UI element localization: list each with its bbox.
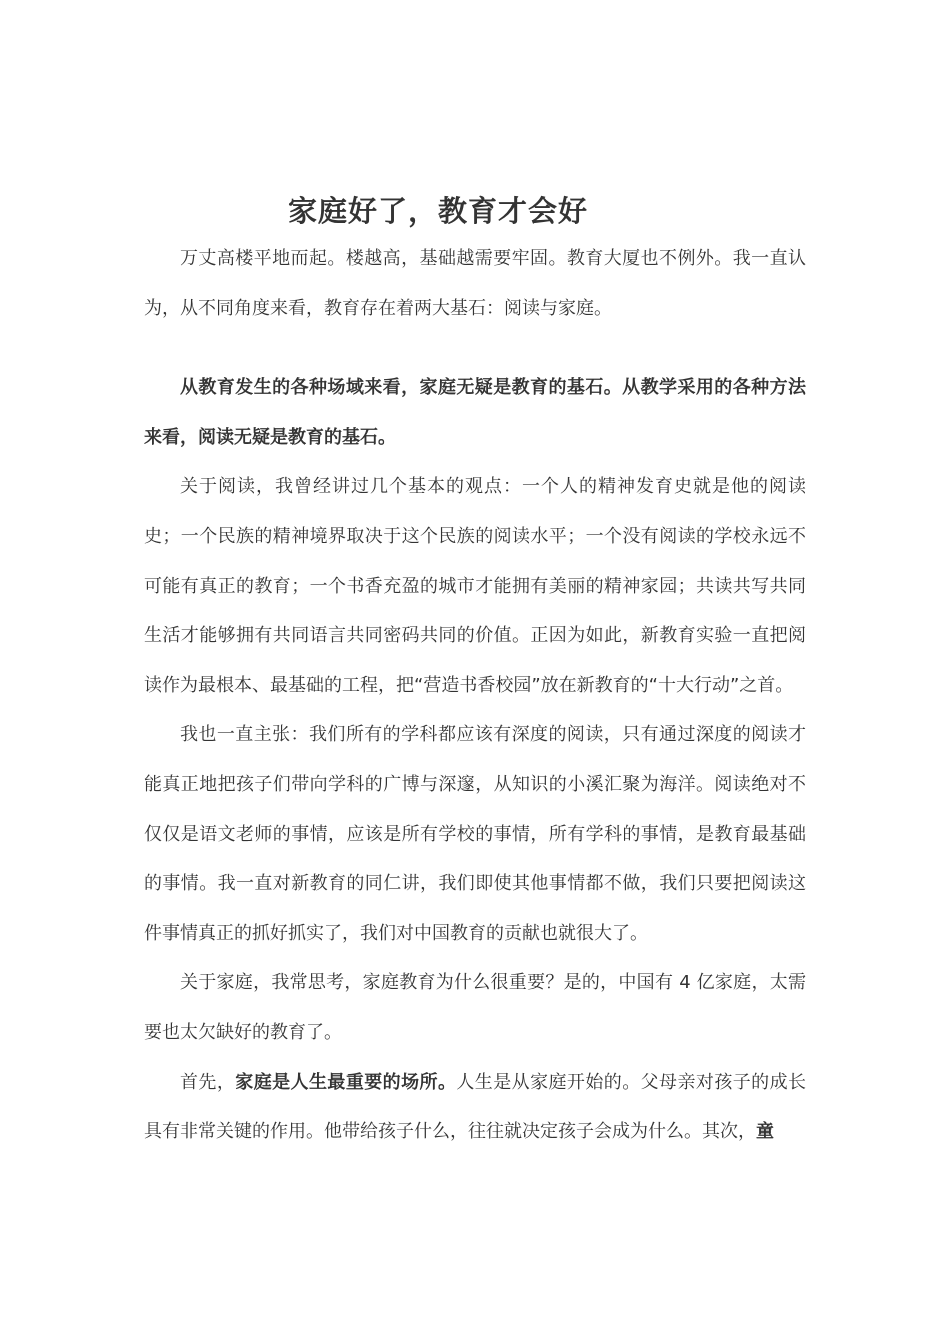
paragraph-4 xyxy=(144,710,806,958)
paragraph-text: 首先， xyxy=(180,1071,236,1093)
paragraph-text: 我也一直主张：我们所有的学科都应该有深度的阅读，只有通过深度的阅读才能真正地把孩子们带向学科的广博与深邃，从知识的小溪汇聚为海洋。阅读绝对不仅仅是语文老师的事情，应该是所有学校的事情，所有学科的事情，是教育最基础的事情。我一直对新教育的同仁讲，我们即使其他事情都不做，我们只要把阅读这件事情真正的抓好抓实了，我们对中国教育的贡献也就很大了。 xyxy=(144,724,806,944)
paragraph-6 xyxy=(144,1058,806,1157)
paragraph-1 xyxy=(144,234,806,333)
paragraph-2 xyxy=(144,363,806,462)
document-title: 家庭好了，教育才会好 xyxy=(287,194,588,229)
paragraph-bold-text: 从教育发生的各种场域来看，家庭无疑是教育的基石。从教学采用的各种方法来看，阅读无疑是教育的基石。 xyxy=(144,377,806,448)
paragraph-3 xyxy=(144,462,806,710)
paragraph-text: 关于阅读，我曾经讲过几个基本的观点：一个人的精神发育史就是他的阅读史；一个民族的精神境界取决于这个民族的阅读水平；一个没有阅读的学校永远不可能有真正的教育；一个书香充盈的城市才能拥有美丽的精神家园；共读共写共同生活才能够拥有共同语言共同密码共同的价值。正因为如此，新教育实验一直把阅读作为最根本、最基础的工程，把“营造书香校园”放在新教育的“十大行动”之首。 xyxy=(144,476,806,696)
paragraph-5 xyxy=(144,958,806,1057)
paragraph-text: 人生是从家庭开始的。父母亲对孩子的成长具有非常关键的作用。他带给孩子什么，往往就决定孩子会成为什么。其次， xyxy=(144,1071,807,1143)
paragraph-text: 关于家庭，我常思考，家庭教育为什么很重要？是的，中国有 4 亿家庭，太需要也太欠缺好的教育了。 xyxy=(144,972,806,1043)
paragraph-bold-text: 童 xyxy=(756,1121,774,1143)
paragraph-bold-text: 家庭是人生最重要的场所。 xyxy=(235,1071,457,1093)
paragraph-text: 万丈高楼平地而起。楼越高，基础越需要牢固。教育大厦也不例外。我一直认为，从不同角度来看，教育存在着两大基石：阅读与家庭。 xyxy=(144,248,806,319)
document-body xyxy=(144,234,806,1157)
